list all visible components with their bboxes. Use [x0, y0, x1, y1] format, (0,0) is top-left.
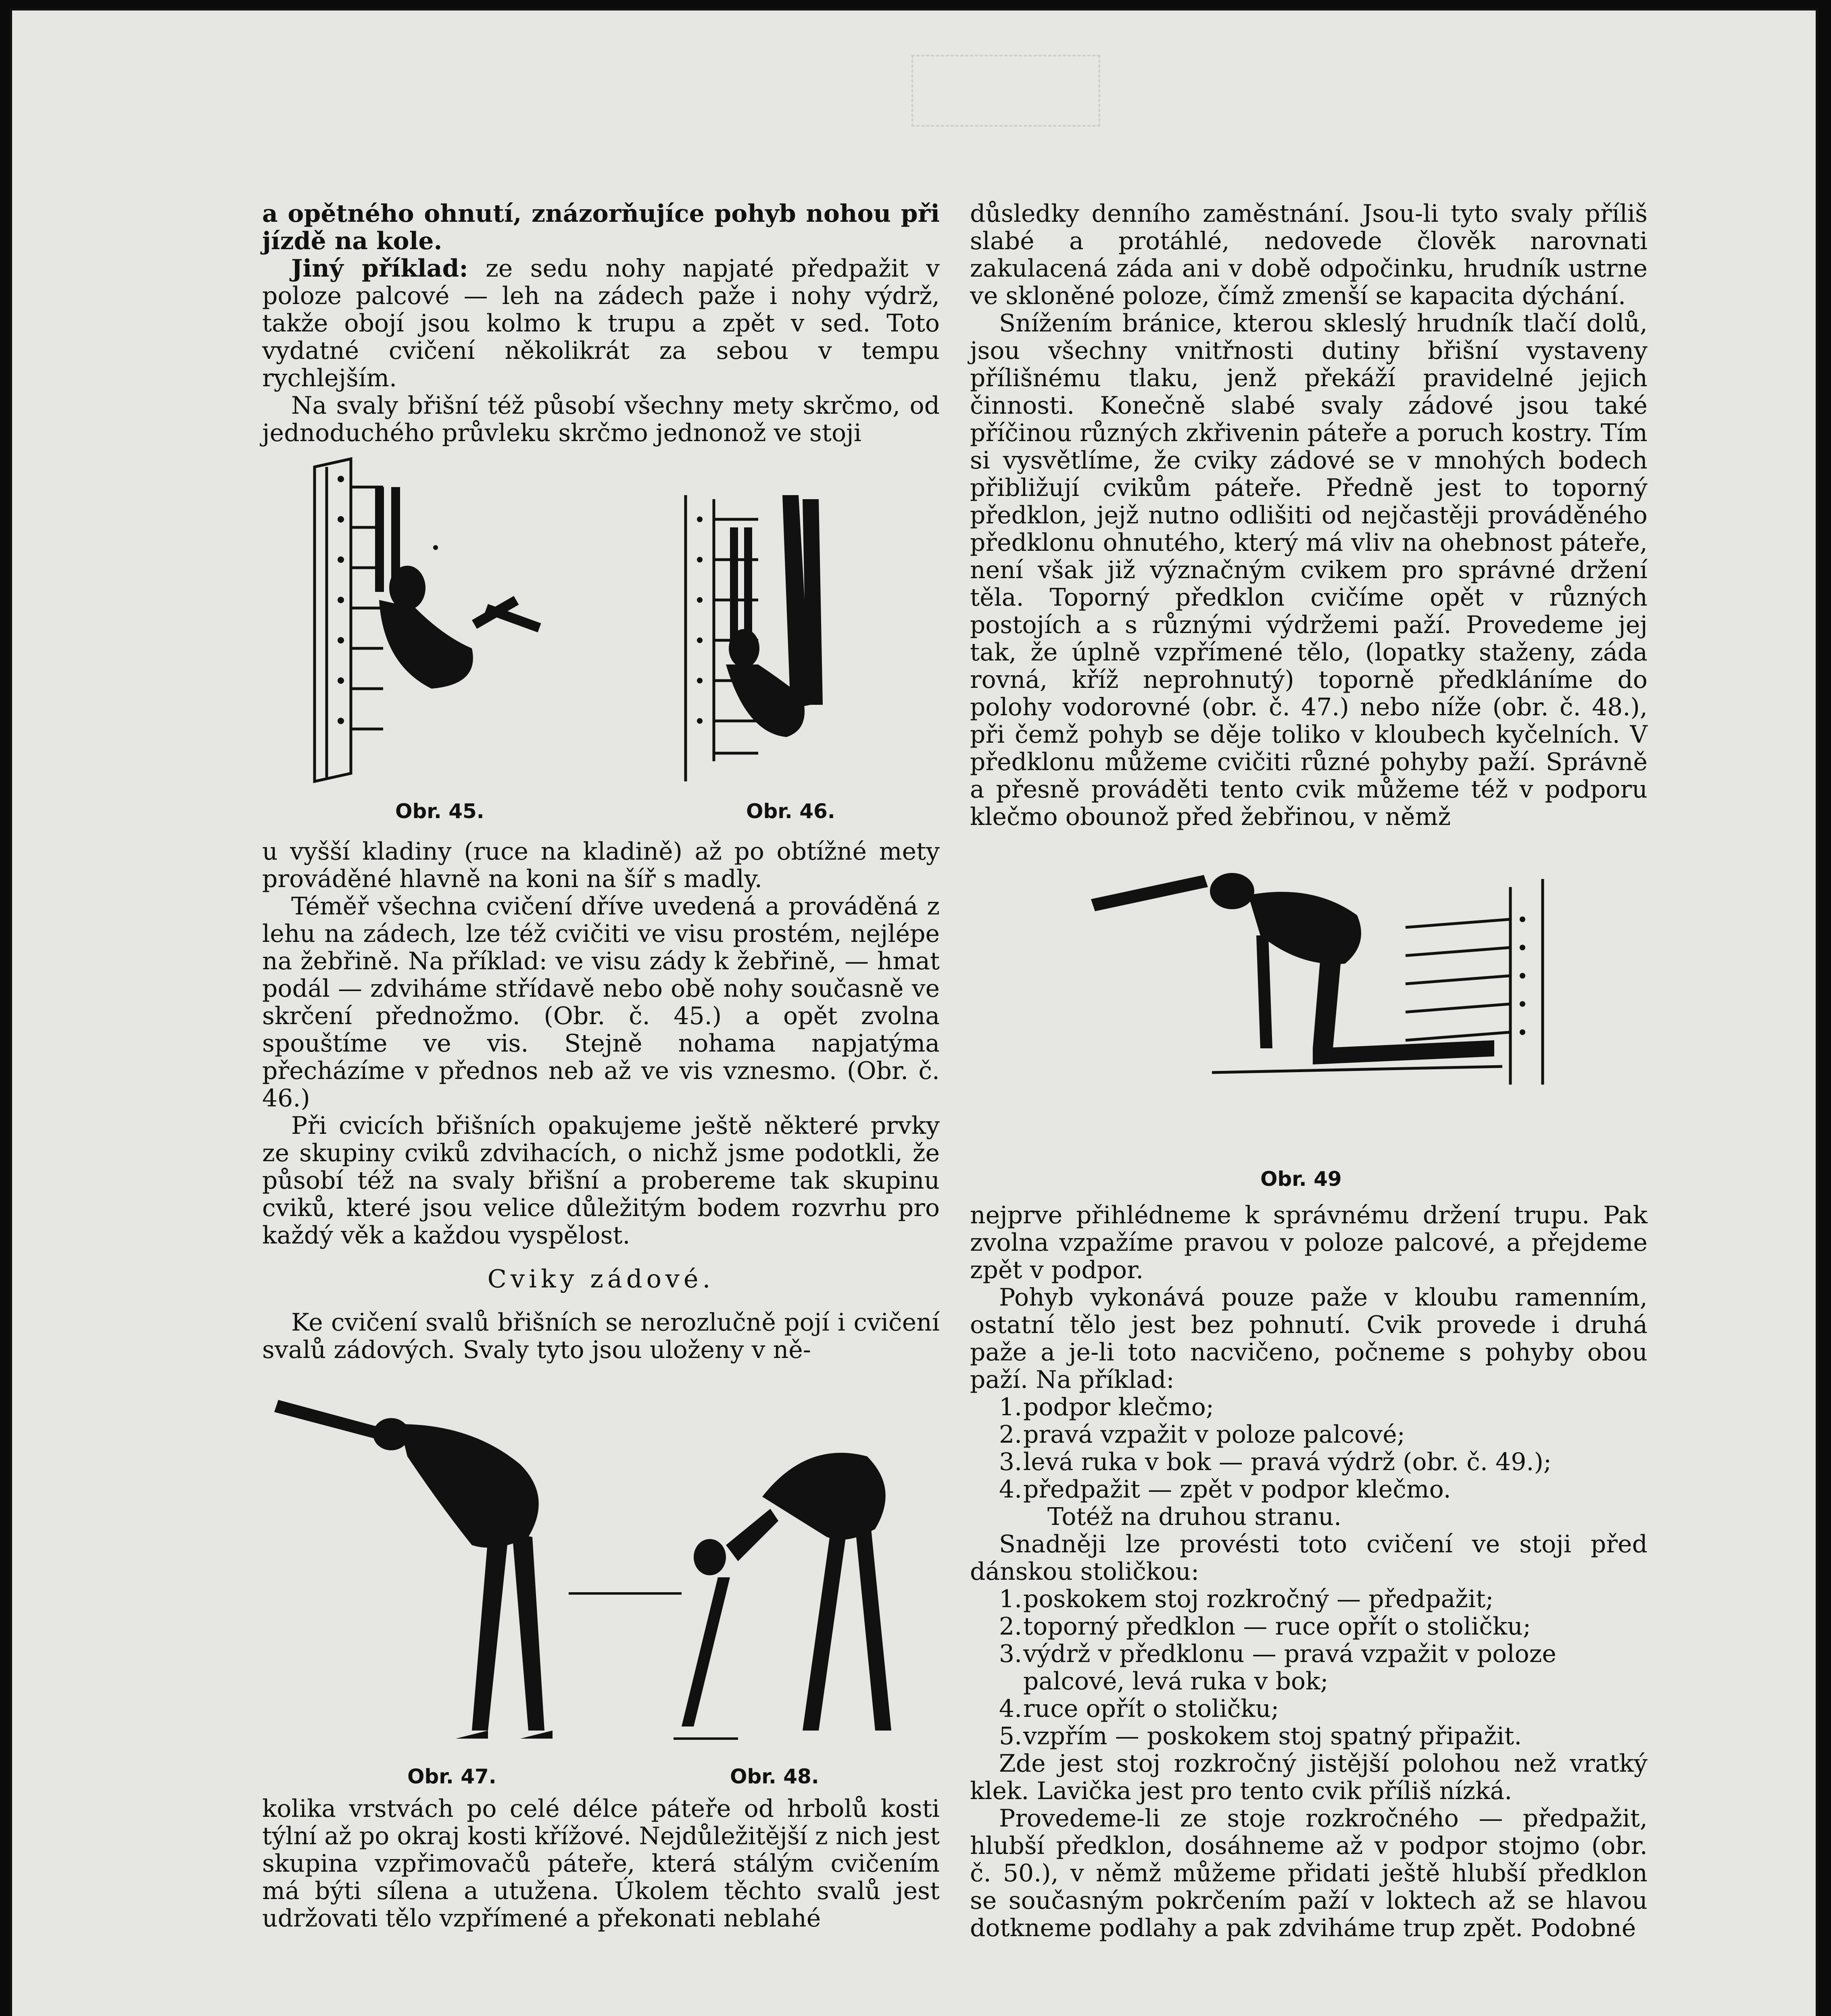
- exercise-list: [999, 1393, 1647, 1531]
- section-heading: Cviky zádové.: [487, 1264, 715, 1293]
- list-item: 3. výdrž v předklonu — pravá vzpažit v poloze palcové, levá ruka v bok;: [999, 1640, 1556, 1695]
- list-item: 3. levá ruka v bok — pravá výdrž (obr. č. 49.);: [999, 1448, 1552, 1476]
- list-item: 5. vzpřím — poskokem stoj spatný připažit.: [999, 1722, 1522, 1750]
- list-item: Totéž na druhou stranu.: [1047, 1503, 1342, 1531]
- list-item: 2. pravá vzpažit v poloze palcové;: [999, 1420, 1405, 1449]
- paragraph: Na svaly břišní též působí všechny mety skrčmo, od jednoduchého průvleku skrčmo jednonož ve stoji: [262, 392, 940, 447]
- wall-bars-illustration: [262, 455, 940, 793]
- list-item: 4. předpažit — zpět v podpor klečmo.: [999, 1475, 1451, 1504]
- book-page: [10, 8, 1818, 2016]
- paragraph: Téměř všechna cvičení dříve uvedená a prováděná z lehu na zádech, lze též cvičiti ve visu prostém, nejlépe na žebřině. Na příklad: ve visu zády k žebřině, — hmat podál — zdviháme střídavě nebo obě nohy současně ve skrčení přednožmo. (Obr. č. 45.) a opět zvolna spouštíme ve vis. Stejně nohama napjatýma přecházíme v přednos neb až ve vis vznesmo. (Obr. č. 46.): [262, 892, 940, 1112]
- paragraph: [262, 255, 940, 392]
- exercise-list: [999, 1585, 1647, 1750]
- paragraph: Pohyb vykonává pouze paže v kloubu ramenním, ostatní tělo jest bez pohnutí. Cvik provede i druhá paže a je-li toto nacvičeno, počneme s pohyby obou paží. Na příklad:: [970, 1283, 1647, 1394]
- figure-caption: Obr. 49: [1260, 1167, 1342, 1191]
- list-item: 1. poskokem stoj rozkročný — předpažit;: [999, 1585, 1494, 1613]
- figure-45-46: [262, 455, 940, 826]
- figure-caption: Obr. 48.: [730, 1765, 819, 1788]
- paragraph: a opětného ohnutí, znázorňujíce pohyb nohou při jízdě na kole.: [262, 200, 940, 255]
- figure-caption: Obr. 47.: [407, 1765, 496, 1788]
- paragraph: nejprve přihlédneme k správnému držení trupu. Pak zvolna vzpažíme pravou v poloze palcové, a přejdeme zpět v podpor.: [970, 1201, 1647, 1284]
- paragraph: kolika vrstvách po celé délce páteře od hrbolů kosti týlní až po okraj kosti křížové. Nejdůležitější z nich jest skupina vzpřimovačů páteře, která stálým cvičením má býti sílena a utužena. Úkolem těchto svalů jest udržovati tělo vzpřímené a překonati neblahé: [262, 1795, 940, 1933]
- paragraph: Snadněji lze provésti toto cvičení ve stoji před dánskou stoličkou:: [970, 1530, 1647, 1586]
- paragraph: Ke cvičení svalů břišních se nerozlučně pojí i cvičení svalů zádových. Svaly tyto jsou uloženy v ně-: [262, 1308, 940, 1364]
- paragraph: Při cvicích břišních opakujeme ještě některé prvky ze skupiny cviků zdvihacích, o nichž jsme podotkli, že působí též na svaly břišní a probereme tak skupinu cviků, které jsou velice důležitým bodem rozvrhu pro každý věk a každou vyspělost.: [262, 1112, 940, 1250]
- stamp-smudge: [911, 55, 1100, 127]
- figure-49: [970, 847, 1647, 1202]
- kneeling-support-illustration: [970, 847, 1647, 1165]
- forward-bend-illustration: [262, 1376, 940, 1763]
- paragraph-text: ze sedu nohy napjaté předpažit v poloze palcové — leh na zádech paže i nohy výdrž, takže obojí jsou kolmo k trupu a zpět v sed. Toto vydatné cvičení několikrát za sebou v tempu rychlejším.: [262, 254, 940, 392]
- right-column: [970, 200, 1647, 1942]
- list-item: 2. toporný předklon — ruce opřít o stoličku;: [999, 1612, 1531, 1641]
- list-item: 4. ruce opřít o stoličku;: [999, 1695, 1279, 1723]
- paragraph: Zde jest stoj rozkročný jistější polohou než vratký klek. Lavička jest pro tento cvik příliš nízká.: [970, 1749, 1647, 1805]
- paragraph: Provedeme-li ze stoje rozkročného — předpažit, hlubší předklon, dosáhneme až v podpor stojmo (obr. č. 50.), v němž můžeme přidati ještě hlubší předklon se současným pokrčením paží v loktech až se hlavou dotkneme podlahy a pak zdviháme trup zpět. Podobné: [970, 1804, 1647, 1942]
- example-lead: Jiný příklad:: [291, 254, 468, 283]
- paragraph: Snížením bránice, kterou skleslý hrudník tlačí dolů, jsou všechny vnitřnosti dutiny břišní vystaveny přílišnému tlaku, jenž překáží pravidelné jejich činnosti. Konečně slabé svaly zádové jsou také příčinou různých zkřivenin páteře a poruch kostry. Tím si vysvětlíme, že cviky zádové se v mnohých bodech přibližují cvikům páteře. Předně jest to toporný předklon, jejž nutno odlišiti od nejčastěji prováděného předklonu ohnutého, který má vliv na ohebnost páteře, není však již význačným cvikem pro správné držení těla. Toporný předklon cvičíme opět v různých postojích a s různými výdržemi paží. Provedeme jej tak, že úplně vzpřímené tělo, (lopatky staženy, záda rovná, kříž neprohnutý) toporně předkláníme do polohy vodorovné (obr. č. 47.) nebo níže (obr. č. 48.), při čemž pohyb se děje toliko v kloubech kyčelních. V předklonu můžeme cvičiti různé pohyby paží. Správně a přesně prováděti tento cvik můžeme též v podporu klečmo obounož před žebřinou, v němž: [970, 309, 1647, 831]
- left-column: [262, 200, 940, 1932]
- figure-47-48: [262, 1376, 940, 1795]
- figure-caption: Obr. 45.: [395, 800, 484, 823]
- paragraph: důsledky denního zaměstnání. Jsou-li tyto svaly příliš slabé a protáhlé, nedovede člověk narovnati zakulacená záda ani v době odpočinku, hrudník ustrne ve skloněné poloze, čímž zmenší se kapacita dýchání.: [970, 200, 1647, 310]
- figure-caption: Obr. 46.: [746, 800, 835, 823]
- list-item: 1. podpor klečmo;: [999, 1393, 1214, 1421]
- paragraph: u vyšší kladiny (ruce na kladině) až po obtížné mety prováděné hlavně na koni na šíř s madly.: [262, 837, 940, 893]
